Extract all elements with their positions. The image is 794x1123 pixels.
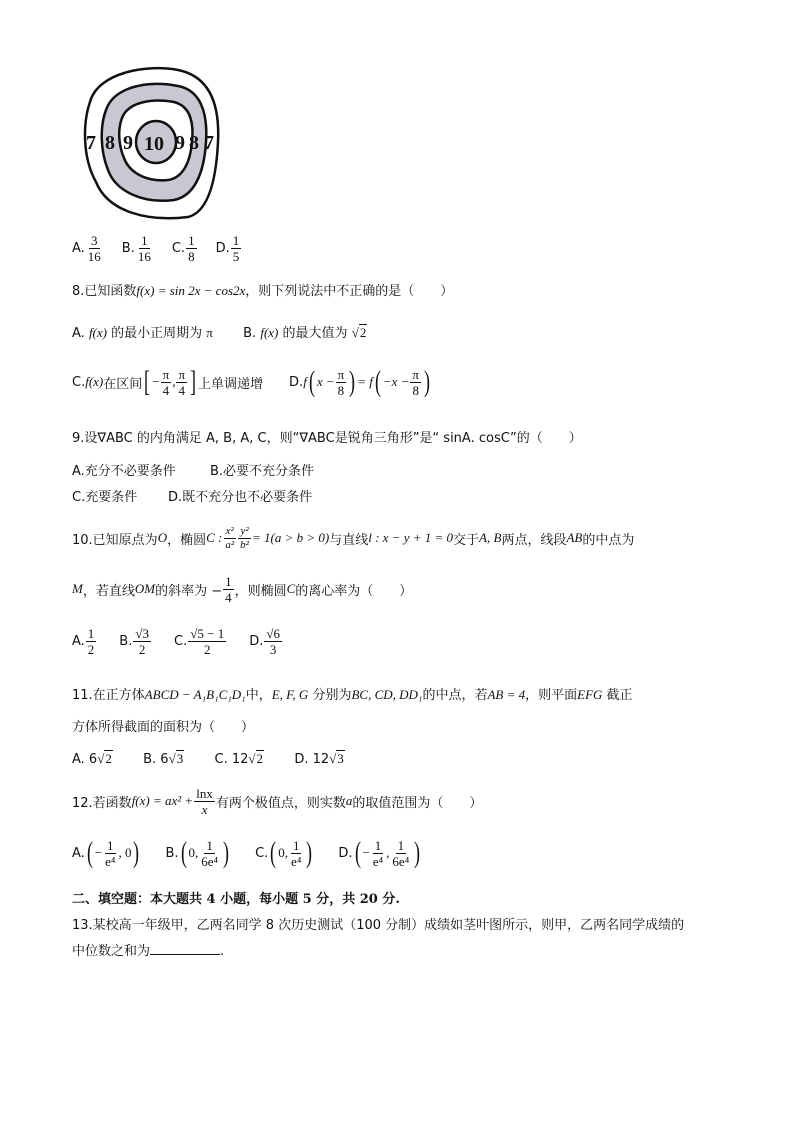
q8-options-cd [72, 362, 432, 402]
q8-stem: 8.已知函数f(x) = sin 2x − cos2x，则下列说法中不正确的是（ ） [72, 283, 454, 299]
ring-label-10: 10 [144, 133, 164, 155]
q10-option-b[interactable]: B. $\frac{√3}{2}$ [119, 625, 149, 657]
q8-option-b[interactable]: B. f(x) 的最大值为 √2 [243, 325, 367, 341]
target-figure [78, 62, 228, 222]
ring-label-8-left: 8 [105, 132, 115, 154]
q7-option-a[interactable]: A. $\frac{3}{16}$ [72, 232, 101, 264]
q7-option-d[interactable]: D. $\frac{1}{5}$ [215, 232, 240, 264]
q11-option-d[interactable]: D. 12√3 [294, 751, 344, 767]
ring-label-7-right: 7 [204, 132, 214, 154]
q9-option-d[interactable]: D.既不充分也不必要条件 [168, 490, 313, 505]
ring-label-9-left: 9 [123, 132, 133, 154]
q10-stem-line1: 10.已知原点为 O ，椭圆 C : $\frac{\text{x²}}{\text{a²}}$ $\frac{\text{y²}}{\text{b²}}$ = 1(a > b > 0) 与直线 l : x − y + 1 = 0 交于 A, B 两点，线段 AB 的中点为 [72, 524, 635, 551]
q7-options [72, 228, 242, 268]
q8-option-c[interactable]: C. f(x) 在区间 [ − $\frac{\pi}{4}$ , $\frac{\pi}{4}$ ] 上单调递增 [72, 365, 264, 398]
q12-option-c[interactable]: C. ( 0, $\frac{1}{\text{e⁴}}$ ) [255, 836, 313, 869]
q11-option-c[interactable]: C. 12√2 [214, 751, 264, 767]
q9-option-b[interactable]: B.必要不充分条件 [210, 464, 315, 479]
ring-label-7-left: 7 [86, 132, 96, 154]
q11-option-a[interactable]: A. 6√2 [72, 751, 112, 767]
q12-options [72, 832, 422, 874]
q10-option-c[interactable]: C. $\frac{√5 - 1}{2}$ [174, 625, 225, 657]
q10-option-d[interactable]: D. $\frac{√6}{3}$ [249, 625, 280, 657]
q12-option-d[interactable]: D. ( − $\frac{1}{\text{e⁴}}$ , $\frac{1}{\text{6e⁴}}$ ) [338, 836, 421, 869]
q13-line2: 中位数之和为 . [72, 944, 225, 959]
q7-option-b[interactable]: B. $\frac{1}{16}$ [121, 232, 151, 264]
ring-label-9-right: 9 [175, 132, 185, 154]
q9-stem: 9.设∇ABC 的内角满足 A, B, A, C，则“∇ABC是锐角三角形”是“ sinA. cosC”的（ ） [72, 431, 582, 446]
q10-option-a[interactable]: A. $\frac{1}{2}$ [72, 625, 95, 657]
q12-stem: 12.若函数 f(x) = ax² + $\frac{\ln x}{x}$ 有两个极值点，则实数 a 的取值范围为（ ） [72, 785, 483, 817]
q13-answer-blank[interactable] [150, 942, 220, 955]
q11-options [72, 751, 345, 767]
q8-option-d[interactable]: D. f ( x − $\frac{\pi}{8}$ ) = f ( −x − $\frac{\pi}{8}$ ) [289, 365, 430, 398]
q9-option-c[interactable]: C.充要条件 [72, 490, 138, 505]
q8-options-ab [72, 322, 367, 341]
q12-option-b[interactable]: B. ( 0, $\frac{1}{\text{6e⁴}}$ ) [165, 836, 230, 869]
ring-label-8-right: 8 [189, 132, 199, 154]
q11-option-b[interactable]: B. 6√3 [143, 751, 184, 767]
q11-stem-line1: 11.在正方体ABCD − A₁B₁C₁D₁中，E, F, G 分别为BC, CD, DD₁的中点，若AB = 4，则平面EFG 截正 [72, 687, 633, 703]
q8-option-a[interactable]: A. f(x) 的最小正周期为 π [72, 325, 213, 341]
q7-option-c[interactable]: C. $\frac{1}{8}$ [171, 232, 195, 264]
q13-line1: 13.某校高一年级甲，乙两名同学 8 次历史测试（100 分制）成绩如茎叶图所示，则甲，乙两名同学成绩的 [72, 918, 685, 933]
q9-option-a[interactable]: A.充分不必要条件 [72, 464, 176, 479]
q10-stem-line2: M ，若直线 OM 的斜率为 − $\frac{1}{4}$ ，则椭圆 C 的离心率为（ ） [72, 573, 413, 605]
q12-option-a[interactable]: A. ( − $\frac{1}{\text{e⁴}}$ , 0 ) [72, 836, 140, 869]
section2-title: 二、填空题：本大题共 4 小题，每小题 5 分，共 20 分. [72, 892, 400, 907]
q11-stem-line2: 方体所得截面的面积为（ ） [72, 720, 255, 735]
q10-options [72, 620, 283, 662]
